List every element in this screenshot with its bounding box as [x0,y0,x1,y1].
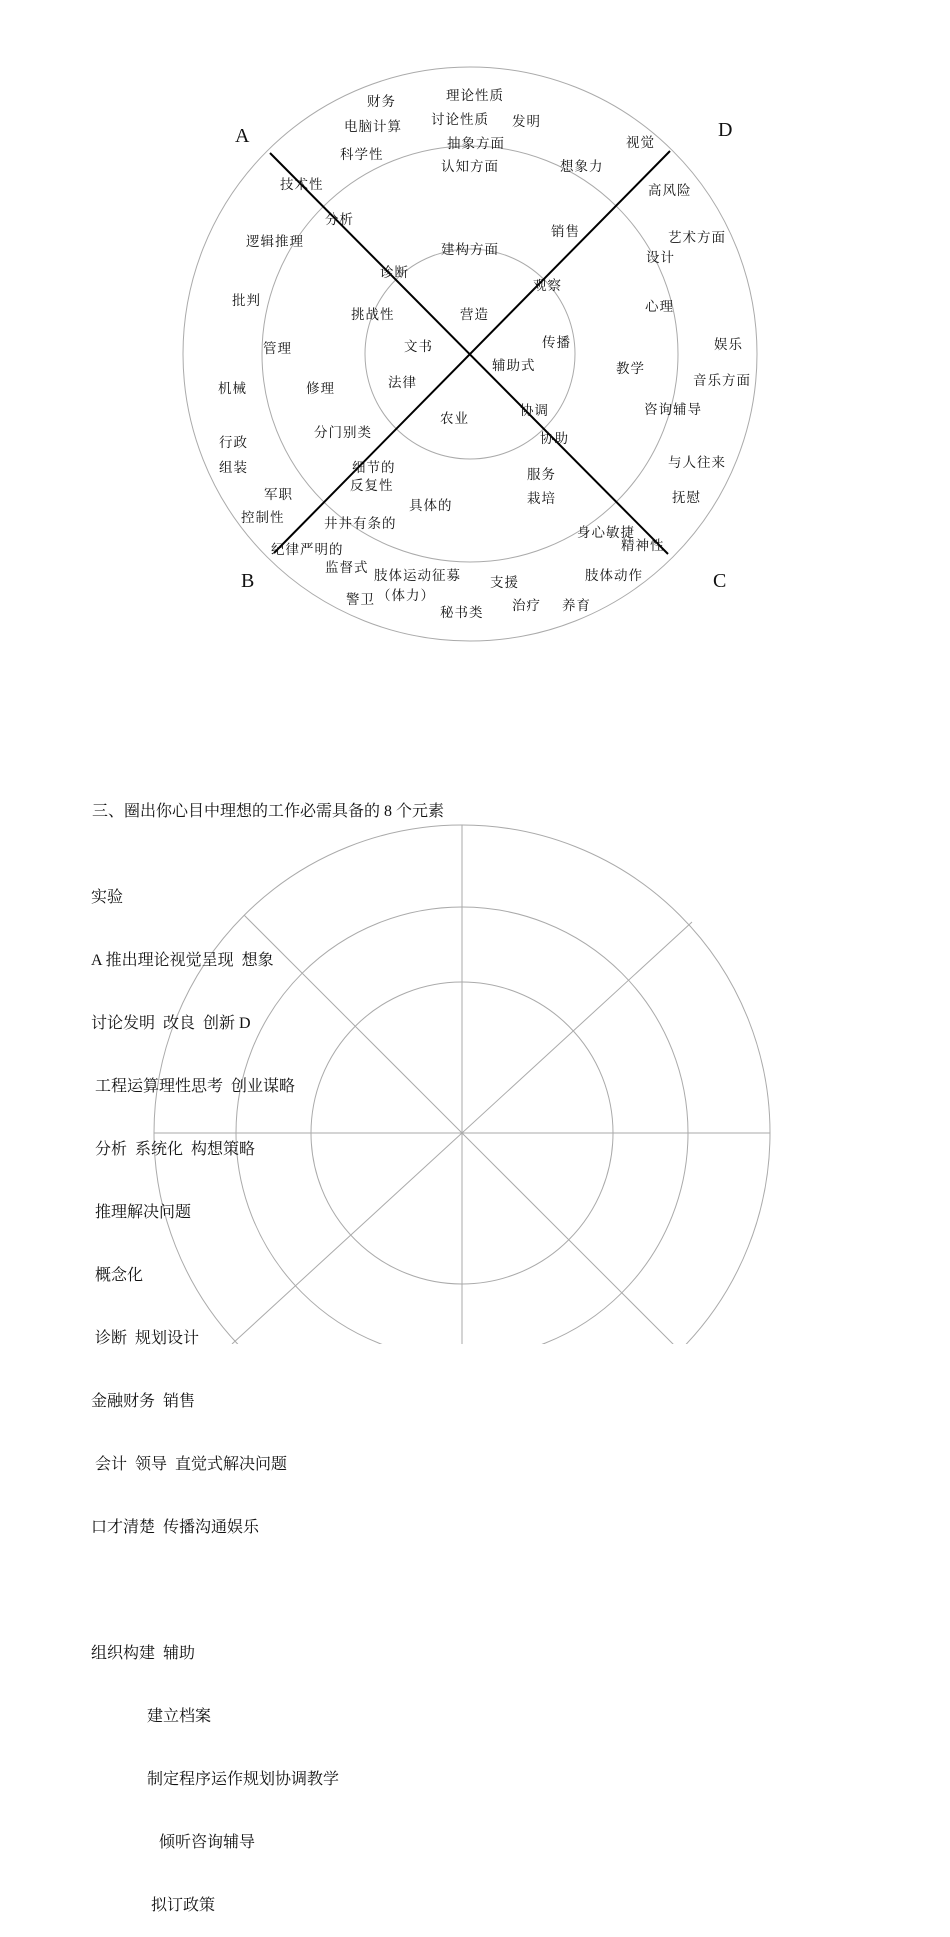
wheel-label: 挑战性 [351,307,395,323]
quadrant-letter-c: C [713,570,727,592]
list-item: 口才清楚 传播沟通娱乐 [91,1519,260,1536]
wheel-label: 纪律严明的 [271,542,344,558]
wheel-label: 栽培 [527,491,556,507]
wheel-label: 肢体动作 [585,568,643,584]
quadrant-letter-d: D [718,119,733,141]
wheel-label: 音乐方面 [693,373,751,389]
list-item: 分析 系统化 构想策略 [91,1141,256,1158]
wheel-label: 身心敏捷 [577,525,635,541]
wheel-label: 想象力 [560,159,604,175]
wheel-label: 逻辑推理 [246,234,304,250]
wheel-label: 行政 [219,435,248,451]
wheel-label: 技术性 [280,177,324,193]
wheel-label: 修理 [306,381,335,397]
wheel-label: 支援 [490,575,519,591]
wheel-label: 销售 [551,224,580,240]
wheel-label: 批判 [232,293,261,309]
wheel-label: 咨询辅导 [644,402,702,418]
wheel-label: 高风险 [648,183,692,199]
wheel-label: 精神性 [621,538,665,554]
list-item: A 推出理论视觉呈现 想象 [91,952,274,969]
wheel-label: 电脑计算 [344,119,402,135]
wheel-label: 抚慰 [672,490,701,506]
section-3-heading: 三、圈出你心目中理想的工作必需具备的 8 个元素 [92,803,445,820]
list-item: 组织构建 辅助 [91,1645,196,1662]
list-item: 拟订政策 [91,1897,216,1914]
list-item [91,1578,339,1603]
list-item: 会计 领导 直觉式解决问题 [91,1456,288,1473]
wheel-label: 设计 [646,250,675,266]
list-item: 建立档案 [91,1708,212,1725]
wheel-label: 组装 [219,460,248,476]
wheel-label: 科学性 [340,147,384,163]
wheel-label: 监督式 [325,560,369,576]
wheel-label: （体力） [377,588,435,604]
wheel-label: 与人往来 [668,455,726,471]
list-item: 诊断 规划设计 [91,1330,200,1347]
wheel-label: 协调 [520,403,549,419]
quadrant-letter-a: A [235,125,250,147]
wheel-label: 治疗 [512,598,541,614]
list-item: 推理解决问题 [91,1204,192,1221]
wheel-label: 理论性质 [446,88,504,104]
wheel-label: 分门别类 [314,425,372,441]
wheel-label: 服务 [527,467,556,483]
wheel-label: 教学 [616,361,645,377]
wheel-label: 细节的 [352,460,396,476]
list-item: 制定程序运作规划协调教学 [91,1771,340,1788]
element-list [91,847,339,1937]
wheel-label: 辅助式 [492,358,536,374]
wheel-label: 心理 [645,299,674,315]
wheel-label: 观察 [533,278,562,294]
wheel-label: 营造 [460,307,489,323]
wheel-label: 控制性 [241,510,285,526]
list-item: 讨论发明 改良 创新 D [91,1015,251,1032]
list-item: 概念化 [91,1267,144,1284]
wheel-label: 军职 [264,487,293,503]
wheel-label: 农业 [440,411,469,427]
wheel-label: 征募 [432,568,461,584]
wheel-label: 反复性 [350,478,394,494]
list-item: 倾听咨询辅导 [91,1834,256,1851]
list-item: 金融财务 销售 [91,1393,196,1410]
wheel-label: 机械 [218,381,247,397]
wheel-label: 养育 [562,598,591,614]
wheel-label: 传播 [542,335,571,351]
wheel-label: 视觉 [626,135,655,151]
wheel-label: 法律 [388,375,417,391]
wheel-label: 建构方面 [441,242,499,258]
wheel-label: 发明 [512,114,541,130]
wheel-label: 娱乐 [714,337,743,353]
wheel-label: 文书 [404,339,433,355]
wheel-label: 井井有条的 [324,516,397,532]
wheel-label: 具体的 [409,498,453,514]
wheel-label: 肢体运动 [374,568,432,584]
wheel-label: 艺术方面 [668,230,726,246]
list-item: 实验 [91,889,124,906]
quadrant-letter-b: B [241,570,255,592]
list-item: 工程运算理性思考 创业谋略 [91,1078,296,1095]
wheel-label: 诊断 [380,265,409,281]
wheel-label: 秘书类 [440,605,484,621]
wheel-label: 管理 [263,341,292,357]
wheel-label: 讨论性质 [431,112,489,128]
wheel-label: 分析 [325,212,354,228]
wheel-label: 协助 [540,431,569,447]
wheel-label: 警卫 [346,592,375,608]
wheel-label: 抽象方面 [447,136,505,152]
wheel-label: 财务 [367,94,396,110]
wheel-label: 认知方面 [441,159,499,175]
